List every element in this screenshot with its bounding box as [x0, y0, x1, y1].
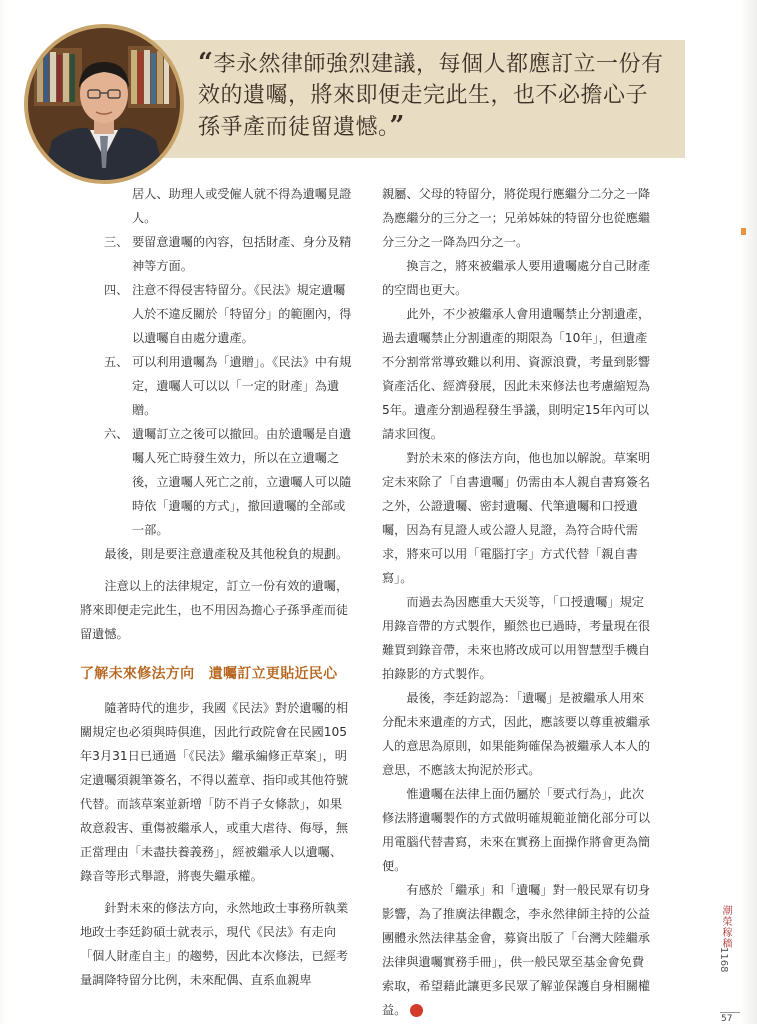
paragraph-text: 有感於「繼承」和「遺囑」對一般民眾有切身影響，為了推廣法律觀念，李永然律師主持的公益團體永然法律基金會，募資出版了「台灣大陸繼承法律與遺囑實務手冊」，供一般民眾至基金會免費索取，希望藉此讓更多民眾了解並保護自身相關權益。 — [382, 883, 651, 1017]
paragraph: 注意以上的法律規定，訂立一份有效的遺囑，將來即便走完此生，也不用因為擔心子孫爭產而徒留遺憾。 — [80, 579, 349, 641]
paragraph: 此外，不少被繼承人會用遺囑禁止分割遺產，過去遺囑禁止分割遺產的期限為「10年」，但遺產不分割常常導致難以利用、資源浪費，考量到影響資產活化、經濟發展，因此未來修法也考慮縮短為5年。遺產分割過程發生爭議，則明定15年內可以請求回復。 — [382, 307, 651, 441]
page-number-rule — [720, 1012, 740, 1013]
list-item-continuation: 居人、助理人或受僱人就不得為遺囑見證人。 — [132, 187, 352, 225]
right-column — [382, 182, 654, 1022]
list-item — [80, 278, 354, 350]
paragraph: 惟遺囑在法律上面仍屬於「要式行為」，此次修法將遺囑製作的方式做明確規範並簡化部分可以用電腦代替書寫，未來在實務上面操作將會更為簡便。 — [382, 787, 651, 873]
issue-number: 1168 — [718, 947, 729, 973]
pull-quote — [198, 48, 668, 143]
paragraph: 最後，李廷鈞認為：「遺囑」是被繼承人用來分配未來遺產的方式，因此，應該要以尊重被繼承人的意思為原則，如果能夠確保為被繼承人本人的意思，不應該太拘泥於形式。 — [382, 691, 651, 777]
page-number: 57 — [721, 1014, 733, 1024]
lawyer-portrait-photo — [24, 24, 184, 184]
paragraph: 隨著時代的進步，我國《民法》對於遺囑的相關規定也必須與時俱進，因此行政院會在民國105年3月31日已通過「《民法》繼承編修正草案」，明定遺囑須親筆簽名，不得以蓋章、指印或其他符號代替。而該草案並新增「防不肖子女條款」，如果故意殺害、重傷被繼承人，或重大虐待、侮辱，無正當理由「未盡扶養義務」，經被繼承人以遺囑、錄音等形式舉證，將喪失繼承權。 — [80, 701, 349, 883]
list-item-number: 三、 — [104, 235, 129, 249]
paragraph: 親屬、父母的特留分，將從現行應繼分二分之一降為應繼分的三分之一；兄弟姊妹的特留分也從應繼分三分之一降為四分之一。 — [382, 187, 651, 249]
close-quote-mark: ” — [389, 111, 405, 141]
left-column — [80, 182, 354, 992]
paragraph: 最後，則是要注意遺產稅及其他稅負的規劃。 — [104, 547, 349, 561]
list-item-number: 四、 — [104, 283, 129, 297]
article-end-icon: S — [410, 1004, 423, 1017]
list-item — [80, 350, 354, 422]
list-item — [80, 422, 354, 542]
section-heading: 了解未來修法方向 遺囑訂立更貼近民心 — [80, 666, 338, 682]
paragraph — [382, 878, 654, 1022]
list-item-number: 五、 — [104, 355, 129, 369]
paragraph: 換言之，將來被繼承人要用遺囑處分自己財產的空間也更大。 — [382, 259, 651, 297]
paragraph: 對於未來的修法方向，他也加以解說。草案明定未來除了「自書遺囑」仍需由本人親自書寫簽名之外，公證遺囑、密封遺囑、代筆遺囑和口授遺囑，因為有見證人或公證人見證，為符合時代需求，將來可以用「電腦打字」方式代替「親自書寫」。 — [382, 451, 651, 585]
paragraph: 而過去為因應重大天災等，「口授遺囑」規定用錄音帶的方式製作，顯然也已過時，考量現在很難買到錄音帶，未來也將改成可以用智慧型手機自拍錄影的方式製作。 — [382, 595, 651, 681]
paragraph: 針對未來的修法方向，永然地政士事務所執業地政士李廷鈞碩士就表示，現代《民法》有走向「個人財產自主」的趨勢，因此本次修法，已經考量調降特留分比例，未來配偶、直系血親卑 — [80, 901, 349, 987]
running-footer-vertical — [718, 905, 732, 1015]
open-quote-mark: “ — [198, 48, 214, 78]
list-item-text: 遺囑訂立之後可以撤回。由於遺囑是自遺囑人死亡時發生效力，所以在立遺囑之後，立遺囑人死亡之前，立遺囑人可以隨時依「遺囑的方式」，撤回遺囑的全部或一部。 — [132, 427, 352, 537]
list-item-text: 要留意遺囑的內容，包括財產、身分及精神等方面。 — [132, 235, 352, 273]
list-item-number: 六、 — [104, 427, 129, 441]
pull-quote-text: 李永然律師強烈建議，每個人都應訂立一份有效的遺囑，將來即便走完此生，也不必擔心子孫爭產而徒留遺憾。 — [198, 52, 664, 140]
page-edge-tab-marker — [741, 228, 746, 235]
magazine-name: 潮榮稼穡 — [720, 905, 731, 949]
list-item-text: 可以利用遺囑為「遺贈」。《民法》中有規定，遺囑人可以以「一定的財產」為遺贈。 — [132, 355, 352, 417]
list-item — [80, 230, 354, 278]
list-item-text: 注意不得侵害特留分。《民法》規定遺囑人於不違反關於「特留分」的範圍內，得以遺囑自由處分遺產。 — [132, 283, 352, 345]
